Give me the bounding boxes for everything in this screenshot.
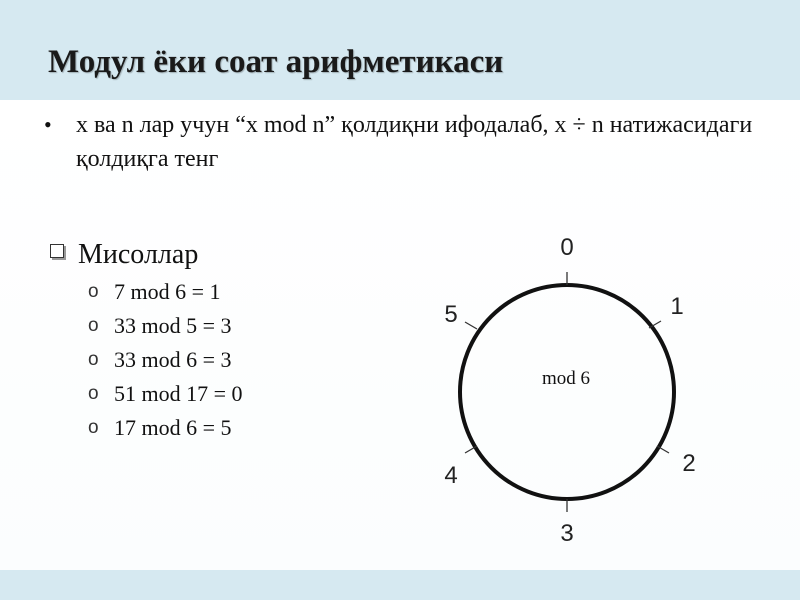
main-bullet-text: x ва n лар учун “x mod n” қолдиқни ифодалаб, x ÷ n натижасидаги қолдиқга тенг <box>76 112 753 172</box>
example-text: 7 mod 6 = 1 <box>114 279 221 304</box>
circle-bullet-icon: o <box>88 281 99 302</box>
example-text: 33 mod 5 = 3 <box>114 313 232 338</box>
clock-number-0: 0 <box>560 234 574 261</box>
example-text: 51 mod 17 = 0 <box>114 381 243 406</box>
example-text: 33 mod 6 = 3 <box>114 347 232 372</box>
bullet-dot-icon: • <box>44 112 52 137</box>
clock-number-4: 4 <box>444 462 458 489</box>
examples-heading-label: Мисоллар <box>78 239 199 270</box>
circle-bullet-icon: o <box>88 383 99 404</box>
checkbox-bullet-icon <box>50 244 64 258</box>
tick-5 <box>465 322 477 329</box>
clock-diagram <box>430 230 710 550</box>
clock-circle <box>460 285 674 499</box>
circle-bullet-icon: o <box>88 349 99 370</box>
circle-bullet-icon: o <box>88 315 99 336</box>
footer-band <box>0 570 800 600</box>
clock-number-1: 1 <box>670 293 684 320</box>
clock-number-5: 5 <box>444 301 458 328</box>
clock-mod-label: mod 6 <box>541 368 591 389</box>
circle-bullet-icon: o <box>88 417 99 438</box>
slide-title: Модул ёки соат арифметикаси <box>48 44 504 80</box>
example-text: 17 mod 6 = 5 <box>114 415 232 440</box>
clock-number-2: 2 <box>682 450 696 477</box>
clock-ticks <box>465 272 669 512</box>
clock-number-3: 3 <box>560 520 574 547</box>
